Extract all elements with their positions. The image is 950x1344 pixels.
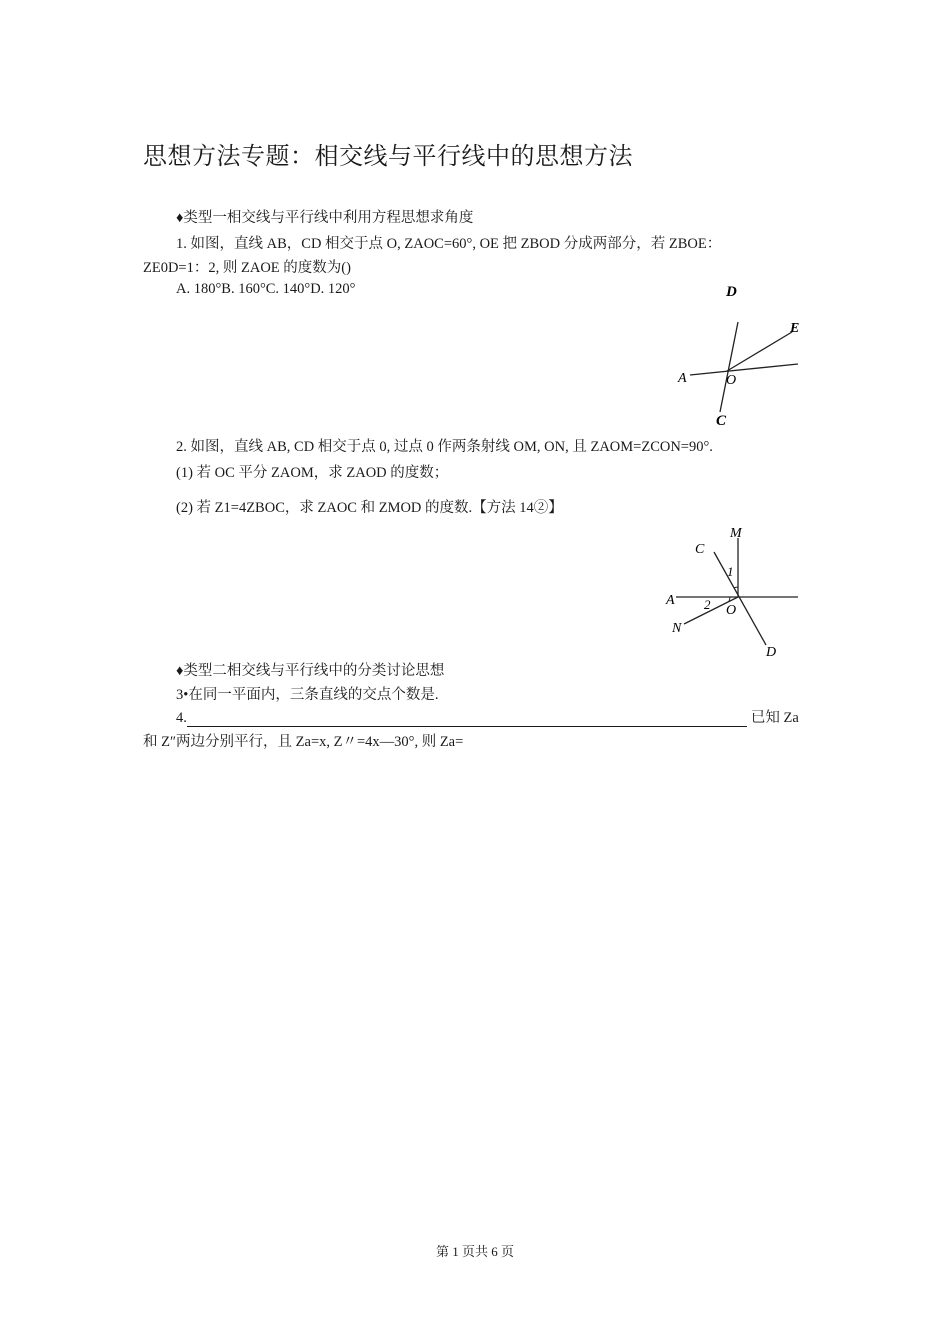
label-d: D [766, 645, 777, 660]
label-c: C [716, 413, 727, 429]
label-c: C [695, 542, 705, 557]
question-4-tail: 已知 Za [750, 710, 799, 726]
label-o: O [726, 603, 737, 618]
question-4-number: 4. [176, 710, 187, 726]
label-a: A [666, 593, 675, 608]
question-4-line-1 [176, 706, 799, 727]
question-2-part-2: (2) 若 Z1=4ZBOC，求 ZAOC 和 ZMOD 的度数.【方法 14②】 [176, 500, 563, 516]
page-title: 思想方法专题：相交线与平行线中的思想方法 [143, 144, 633, 170]
label-d: D [726, 284, 737, 300]
question-2-part-1: (1) 若 OC 平分 ZAOM，求 ZAOD 的度数； [176, 465, 449, 481]
page-footer: 第 1 页共 6 页 [435, 1244, 514, 1259]
label-m: M [730, 526, 742, 541]
label-a: A [678, 371, 687, 386]
question-1-line-1: 1. 如图，直线 AB，CD 相交于点 O, ZAOC=60°, OE 把 ZBOD 分成两部分，若 ZBOE： [176, 236, 722, 252]
question-3: 3•在同一平面内，三条直线的交点个数是. [176, 687, 439, 703]
label-angle-2: 2 [704, 597, 711, 612]
label-angle-1: 1 [727, 564, 734, 579]
section-2-heading: ♦类型二相交线与平行线中的分类讨论思想 [176, 663, 445, 679]
question-4-line-2: 和 Z″两边分别平行，且 Za=x, Z〃=4x—30°, 则 Za= [143, 734, 464, 750]
figure-2-intersecting-lines [660, 518, 805, 663]
answer-blank [187, 712, 747, 727]
label-e: E [790, 321, 800, 336]
section-1-heading: ♦类型一相交线与平行线中利用方程思想求角度 [176, 210, 474, 226]
label-o: O [726, 373, 737, 388]
label-n: N [672, 621, 682, 636]
question-2-line-1: 2. 如图，直线 AB, CD 相交于点 0, 过点 0 作两条射线 OM, ON, 且 ZAOM=ZCON=90°. [176, 439, 713, 455]
figure-1-intersecting-lines [670, 282, 800, 432]
question-1-options: A. 180°B. 160°C. 140°D. 120° [176, 281, 356, 297]
question-1-line-2: ZE0D=1：2, 则 ZAOE 的度数为() [143, 260, 351, 276]
